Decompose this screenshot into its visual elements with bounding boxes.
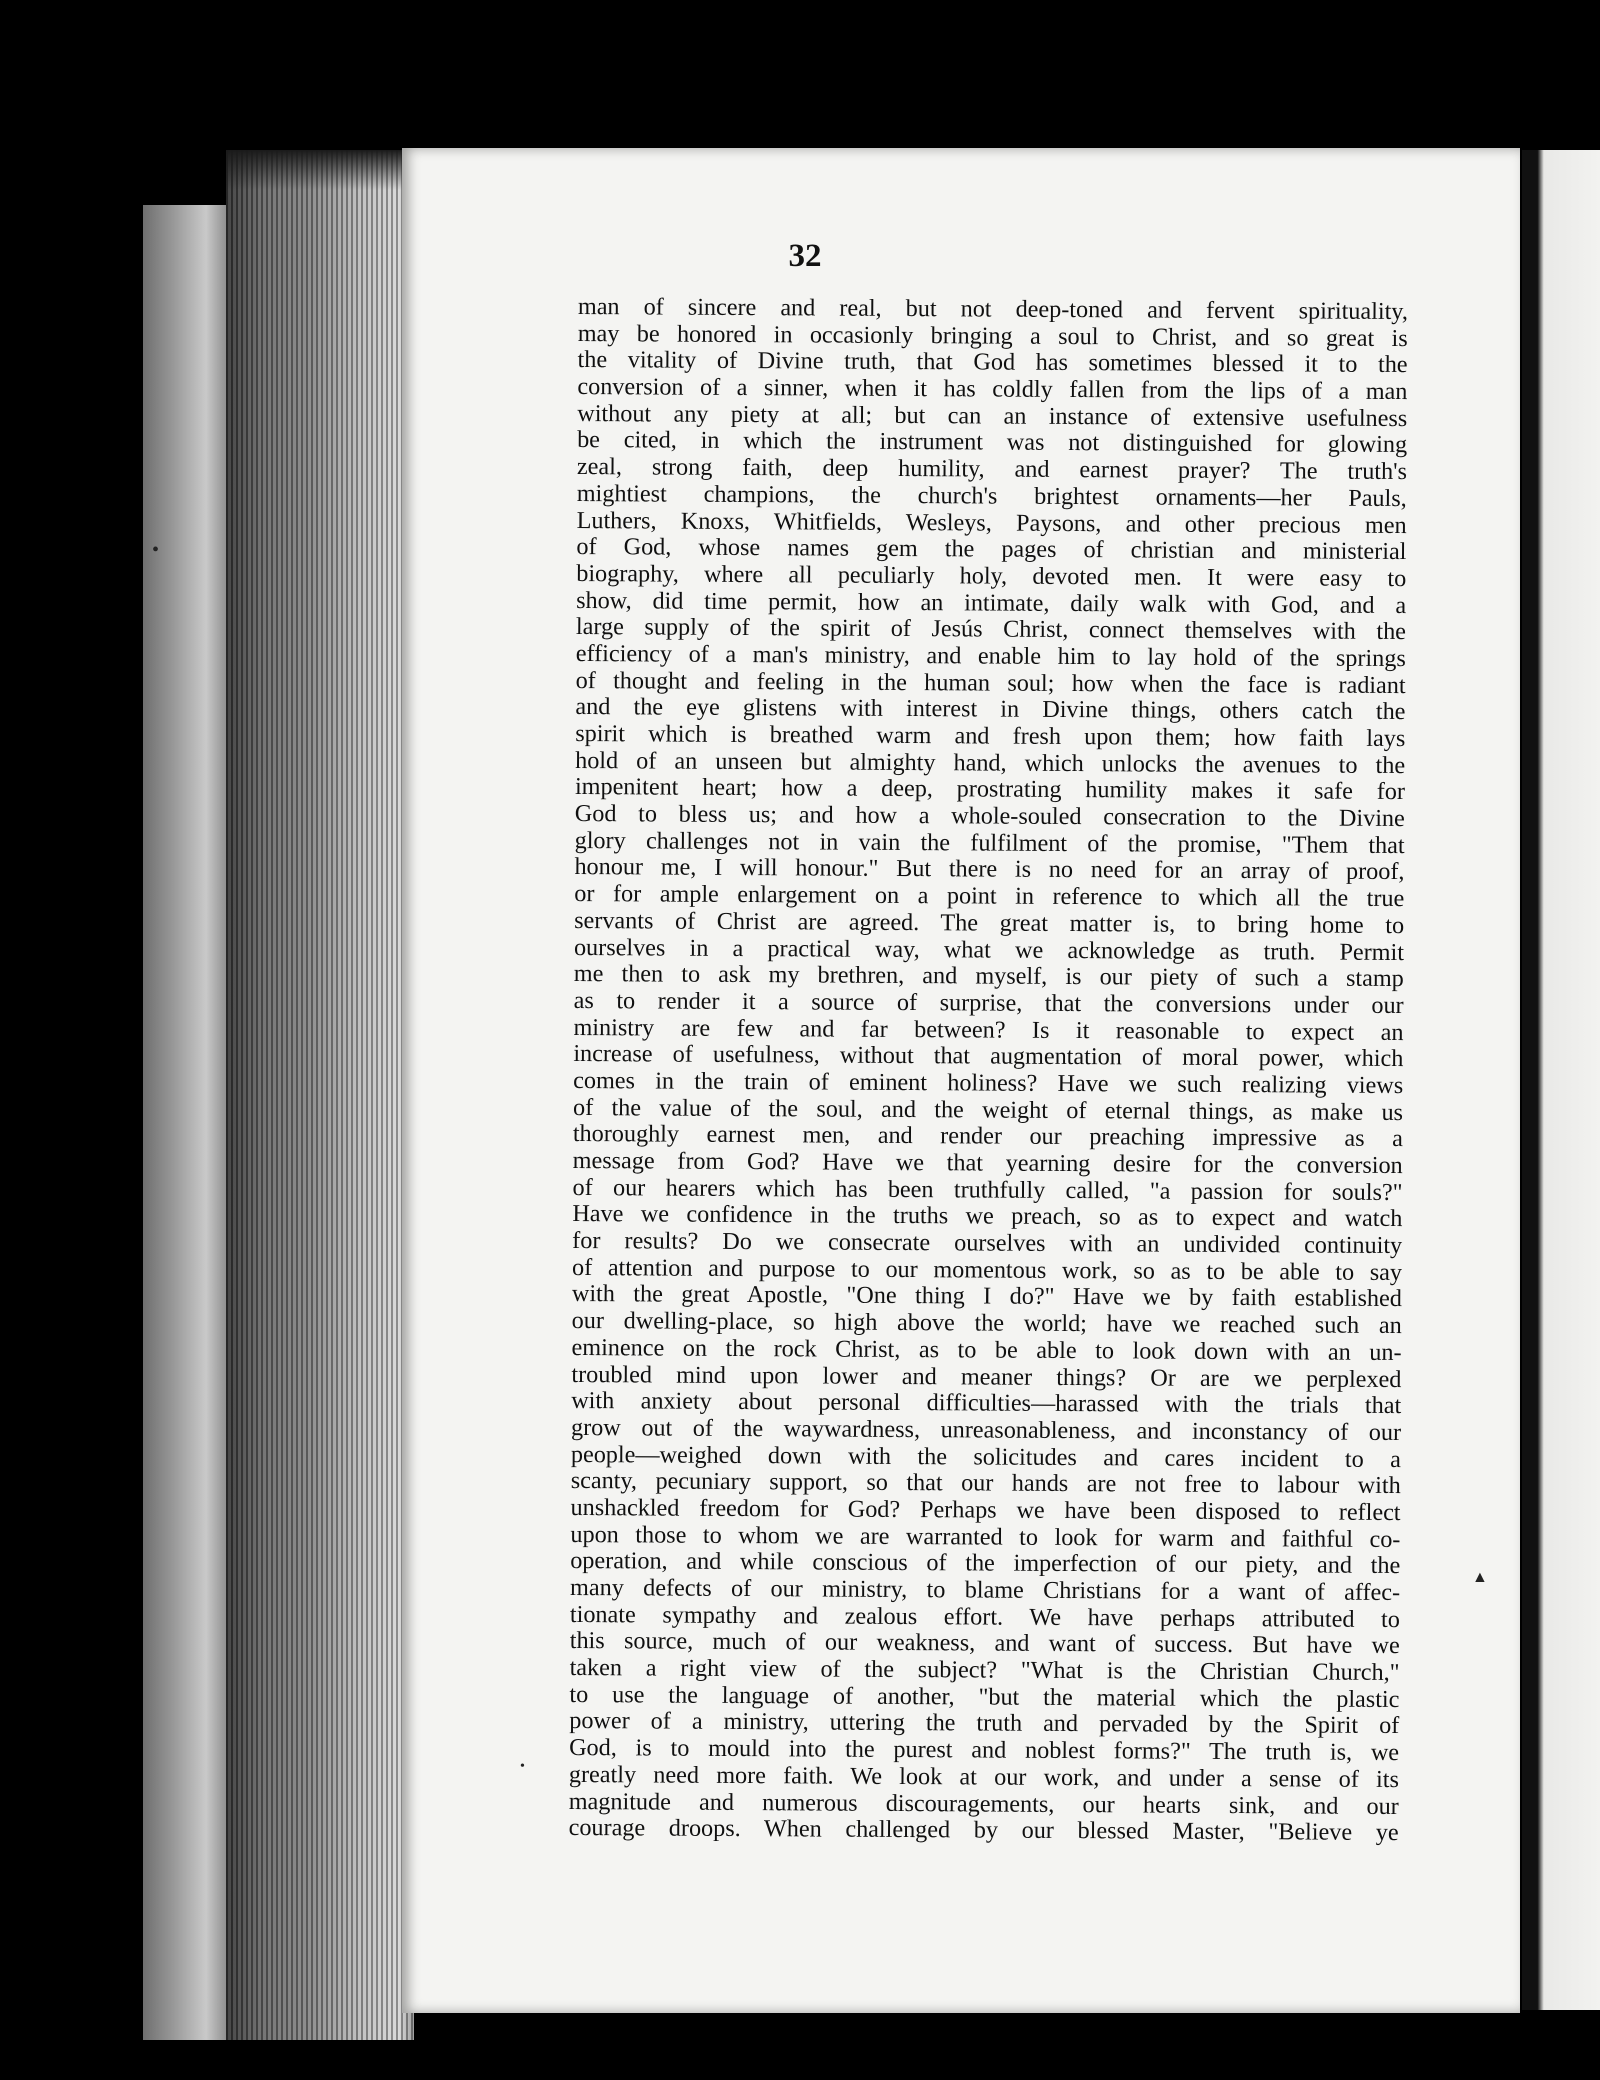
- text-line: zeal, strong faith, deep humility, and earnest prayer? The truth's: [576, 453, 1408, 486]
- text-line: people—weighed down with the solicitudes and cares incident to a: [570, 1440, 1401, 1473]
- text-line: increase of usefulness, without that augmentation of moral power, which: [573, 1040, 1404, 1073]
- text-line: be cited, in which the instrument was not distinguished for glowing: [577, 426, 1408, 459]
- text-line: God, is to mould into the purest and noblest forms?" The truth is, we: [569, 1734, 1400, 1767]
- text-line: God to bless us; and how a whole-souled consecration to the Divine: [574, 800, 1405, 833]
- text-line: as to render it a source of surprise, that the conversions under our: [573, 986, 1404, 1019]
- text-line: of God, whose names gem the pages of christian and ministerial: [576, 533, 1407, 566]
- text-line: with anxiety about personal difficulties—harassed with the trials that: [571, 1387, 1402, 1420]
- text-line: me then to ask my brethren, and myself, is our piety of such a stamp: [573, 960, 1404, 993]
- page-edges-shadow: [226, 150, 414, 190]
- text-line: efficiency of a man's ministry, and enable him to lay hold of the springs: [575, 639, 1406, 673]
- speck-mark: •: [152, 539, 160, 561]
- text-line: many defects of our ministry, to blame Christians for a want of affec-: [570, 1573, 1401, 1607]
- text-line: impenitent heart; how a deep, prostrating humility makes it safe for: [574, 773, 1406, 806]
- text-line: of attention and purpose to our momentous work, so as to be able to say: [571, 1253, 1403, 1286]
- text-line: troubled mind upon lower and meaner things? Or are we perplexed: [571, 1360, 1402, 1393]
- text-line: unshackled freedom for God? Perhaps we have been disposed to reflect: [570, 1493, 1401, 1526]
- text-line: courage droops. When challenged by our blessed Master, "Believe ye: [568, 1814, 1399, 1847]
- text-line: or for ample enlargement on a point in reference to which all the true: [574, 880, 1405, 913]
- text-line: this source, much of our weakness, and want of success. But have we: [569, 1627, 1400, 1660]
- speck-mark: ▲: [1472, 1569, 1488, 1586]
- text-line: tionate sympathy and zealous effort. We have perhaps attributed to: [569, 1600, 1401, 1633]
- text-line: mightiest champions, the church's brightest ornaments—her Pauls,: [576, 479, 1407, 512]
- text-line: hold of an unseen but almighty hand, which unlocks the avenues to the: [575, 746, 1406, 779]
- text-line: power of a ministry, uttering the truth and pervaded by the Spirit of: [569, 1707, 1400, 1740]
- text-line: taken a right view of the subject? "What is the Christian Church,": [569, 1654, 1400, 1687]
- text-line: without any piety at all; but can an instance of extensive usefulness: [577, 399, 1408, 432]
- text-line: scanty, pecuniary support, so that our hands are not free to labour with: [570, 1467, 1401, 1500]
- text-line: spirit which is breathed warm and fresh upon them; how faith lays: [575, 719, 1406, 753]
- text-line: with the great Apostle, "One thing I do?" Have we by faith established: [571, 1280, 1402, 1313]
- text-line: biography, where all peculiarly holy, devoted men. It were easy to: [576, 559, 1407, 592]
- text-line: may be honored in occasionly bringing a soul to Christ, and so great is: [577, 319, 1408, 352]
- text-line: to use the language of another, "but the material which the plastic: [569, 1680, 1400, 1713]
- text-line: Have we confidence in the truths we preach, so as to expect and watch: [572, 1200, 1403, 1233]
- text-line: grow out of the waywardness, unreasonableness, and inconstancy of our: [570, 1413, 1402, 1446]
- text-line: ministry are few and far between? Is it reasonable to expect an: [573, 1013, 1404, 1046]
- text-line: upon those to whom we are warranted to look for warm and faithful co-: [570, 1520, 1401, 1553]
- text-line: of thought and feeling in the human soul; how when the face is radiant: [575, 666, 1406, 699]
- text-line: magnitude and numerous discouragements, our hearts sink, and our: [568, 1787, 1399, 1820]
- text-line: show, did time permit, how an intimate, daily walk with God, and a: [576, 586, 1407, 619]
- text-line: operation, and while conscious of the imperfection of our piety, and the: [570, 1547, 1401, 1580]
- text-line: glory challenges not in vain the fulfilment of the promise, "Them that: [574, 826, 1405, 859]
- speck-mark: •: [520, 1759, 525, 1774]
- text-line: conversion of a sinner, when it has coldly fallen from the lips of a man: [577, 373, 1408, 406]
- text-line: honour me, I will honour." But there is no need for an array of proof,: [574, 853, 1405, 886]
- page-number: 32: [788, 238, 822, 274]
- body-text: [569, 294, 1408, 1847]
- text-line: ourselves in a practical way, what we acknowledge as truth. Permit: [573, 933, 1405, 966]
- text-line: for results? Do we consecrate ourselves with an undivided continuity: [572, 1227, 1403, 1260]
- text-line: servants of Christ are agreed. The great matter is, to bring home to: [574, 906, 1405, 939]
- facing-page-edge: [1522, 150, 1600, 2010]
- text-line: our dwelling-place, so high above the world; have we reached such an: [571, 1307, 1402, 1340]
- text-line: greatly need more faith. We look at our work, and under a sense of its: [568, 1760, 1400, 1793]
- text-line: thoroughly earnest men, and render our preaching impressive as a: [572, 1120, 1403, 1153]
- text-line: of our hearers which has been truthfully called, "a passion for souls?": [572, 1173, 1403, 1206]
- text-line: large supply of the spirit of Jesús Christ, connect themselves with the: [575, 613, 1407, 646]
- text-line: eminence on the rock Christ, as to be able to look down with an un-: [571, 1333, 1402, 1366]
- text-line: message from God? Have we that yearning desire for the conversion: [572, 1146, 1403, 1180]
- page-edges: [226, 150, 414, 2040]
- book-spine-shadow: [143, 205, 233, 2040]
- text-line: comes in the train of eminent holiness? Have we such realizing views: [573, 1066, 1404, 1099]
- text-line: the vitality of Divine truth, that God has sometimes blessed it to the: [577, 346, 1408, 379]
- text-line: Luthers, Knoxs, Whitfields, Wesleys, Paysons, and other precious men: [576, 506, 1407, 539]
- text-line: of the value of the soul, and the weight of eternal things, as make us: [572, 1093, 1404, 1126]
- text-line: and the eye glistens with interest in Divine things, others catch the: [575, 693, 1406, 726]
- text-line: man of sincere and real, but not deep-toned and fervent spirituality,: [577, 293, 1408, 326]
